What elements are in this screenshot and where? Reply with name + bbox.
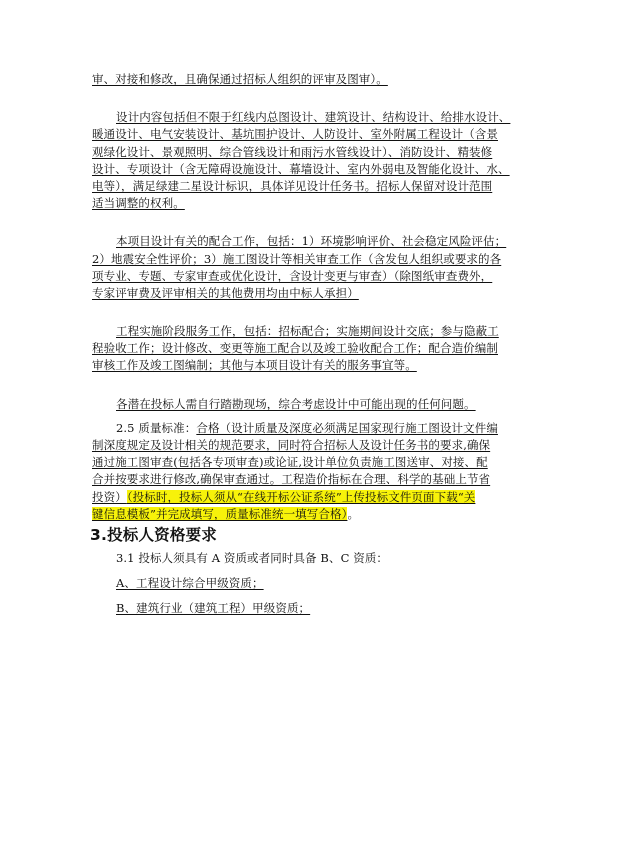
quality-standard-line <box>92 420 528 437</box>
paragraph-gap <box>92 375 528 396</box>
document-body <box>92 71 528 618</box>
paragraph-line: 暖通设计、电气安装设计、基坑围护设计、人防设计、室外附属工程设计（含景 <box>92 127 498 142</box>
paragraph-line: 程验收工作；设计修改、变更等施工配合以及竣工验收配合工作；配合造价编制 <box>92 341 498 356</box>
paragraph-line: 本项目设计有关的配合工作，包括：1）环境影响评价、社会稳定风险评估； <box>116 234 507 249</box>
paragraph-line: 审核工作及竣工图编制；其他与本项目设计有关的服务事宜等。 <box>92 358 417 373</box>
quality-standard-label: 2.5 质量标准： <box>116 420 197 435</box>
paragraph-line: 工程实施阶段服务工作，包括：招标配合；实施期间设计交底；参与隐蔽工 <box>116 324 499 339</box>
paragraph-gap <box>92 212 528 233</box>
paragraph-line: 各潜在投标人需自行踏勘现场，综合考虑设计中可能出现的任何问题。 <box>116 396 476 411</box>
paragraph-line: 制深度规定及设计相关的规范要求，同时符合招标人及设计任务书的要求,确保 <box>92 438 491 452</box>
quality-text-tail: 。 <box>347 506 360 521</box>
paragraph-line: 通过施工图审查(包括各专项审查)或论证,设计单位负责施工图送审、对接、配 <box>92 455 488 470</box>
highlighted-text: 键信息模板”并完成填写，质量标准统一填写合格） <box>92 506 348 521</box>
highlighted-line <box>92 506 528 523</box>
paragraph-line: 观绿化设计、景观照明、综合管线设计和雨污水管线设计）、消防设计、精装修 <box>92 144 493 159</box>
paragraph-line: 审、对接和修改，且确保通过招标人组织的评审及图审）。 <box>92 72 388 86</box>
quality-text-plain: 投资） <box>92 489 127 504</box>
paragraph-line: 设计、专项设计（含无障碍设施设计、幕墙设计、室内外弱电及智能化设计、水、 <box>92 161 510 176</box>
paragraph-line: 适当调整的权利。 <box>92 196 185 211</box>
paragraph-gap <box>92 302 528 323</box>
section-heading: 3.投标人资格要求 <box>90 525 217 544</box>
paragraph-line: 2）地震安全性评价；3）施工图设计等相关审查工作（含发包人组织或要求的各 <box>92 251 502 266</box>
paragraph-line: 专家评审费及评审相关的其他费用均由中标人承担） <box>92 285 359 300</box>
paragraph-line: 合并按要求进行修改,确保审查通过。工程造价指标在合理、科学的基础上节省 <box>92 472 491 487</box>
qualification-item: B、建筑行业（建筑工程）甲级资质； <box>116 601 311 616</box>
paragraph-line: 项专业、专题、专家审查或优化设计，含设计变更与审查）（除图纸审查费外， <box>92 268 493 283</box>
paragraph-gap <box>92 592 528 600</box>
quality-standard-text: 合格（设计质量及深度必须满足国家现行施工图设计文件编 <box>196 420 498 435</box>
paragraph-gap <box>92 567 528 575</box>
highlighted-line <box>92 489 528 506</box>
paragraph-gap <box>92 88 528 109</box>
highlighted-text: （投标时，投标人须从“在线开标公证系统”上传投标文件页面下载“关 <box>126 489 476 504</box>
paragraph-line: 设计内容包括但不限于红线内总图设计、建筑设计、结构设计、给排水设计、 <box>116 110 511 125</box>
paragraph-line: 电等），满足绿建二星设计标识，具体详见设计任务书。招标人保留对设计范围 <box>92 178 493 193</box>
section-intro: 3.1 投标人须具有 A 资质或者同时具备 B、C 资质： <box>116 550 389 565</box>
qualification-item: A、工程设计综合甲级资质； <box>116 576 264 591</box>
